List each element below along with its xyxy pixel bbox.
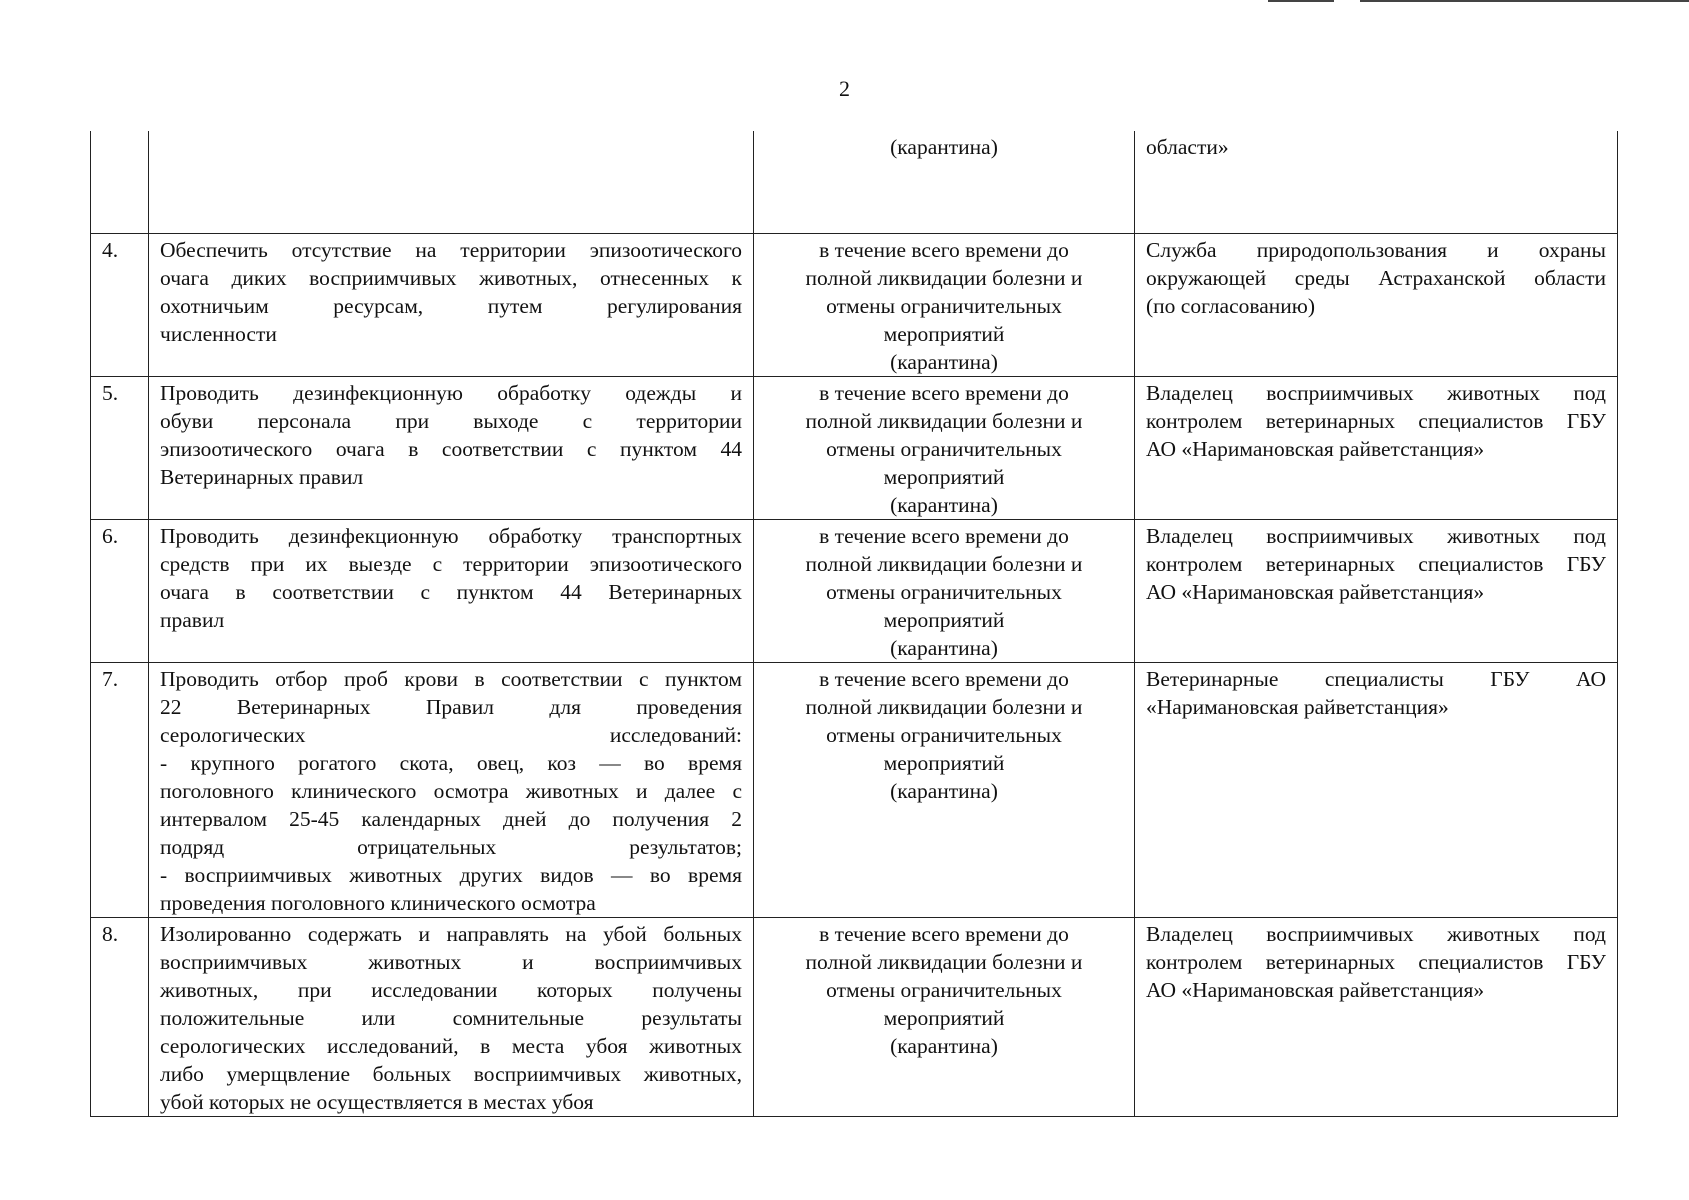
responsible-text-line: Владелец восприимчивых животных под	[1146, 380, 1606, 405]
row-number: 5.	[91, 376, 149, 519]
deadline-text-line: полной ликвидации болезни и	[805, 949, 1083, 974]
deadline-text-line: в течение всего времени до	[819, 380, 1069, 405]
row-number: 6.	[91, 519, 149, 662]
deadline-text-line: мероприятий	[883, 607, 1005, 632]
deadline-text-line: отмены ограничительных	[826, 977, 1062, 1002]
table-row	[91, 131, 1618, 233]
deadline-text-line: отмены ограничительных	[826, 579, 1062, 604]
measure-text-line: проведения поголовного клинического осмотра	[160, 890, 596, 915]
responsible-text-line: контролем ветеринарных специалистов ГБУ	[1146, 551, 1606, 576]
measure-text-line: Ветеринарных правил	[160, 464, 364, 489]
measure-text	[149, 131, 754, 233]
deadline-text-line: мероприятий	[883, 750, 1005, 775]
deadline-text-line: отмены ограничительных	[826, 722, 1062, 747]
deadline-text	[754, 917, 1135, 1116]
deadline-text-line: отмены ограничительных	[826, 436, 1062, 461]
deadline-text-line: отмены ограничительных	[826, 293, 1062, 318]
measure-text-line: Обеспечить отсутствие на территории эпизоотического	[160, 237, 742, 262]
deadline-text	[754, 376, 1135, 519]
measure-text-line: Проводить дезинфекционную обработку транспортных	[160, 523, 742, 548]
scan-edge-mark	[1360, 0, 1689, 2]
responsible-text-line: АО «Наримановская райветстанция»	[1146, 977, 1485, 1002]
responsible-text-line: Владелец восприимчивых животных под	[1146, 921, 1606, 946]
deadline-text-line: (карантина)	[890, 635, 998, 660]
responsible-text-line: «Наримановская райветстанция»	[1146, 694, 1449, 719]
deadline-text	[754, 233, 1135, 376]
measure-text-line: серологических исследований, в места убоя животных	[160, 1033, 742, 1058]
responsible-text-line: АО «Наримановская райветстанция»	[1146, 436, 1485, 461]
table-row	[91, 233, 1618, 376]
row-number: 4.	[91, 233, 149, 376]
deadline-text-line: (карантина)	[890, 778, 998, 803]
measure-text-line: убой которых не осуществляется в местах убоя	[160, 1089, 594, 1114]
deadline-text-line: полной ликвидации болезни и	[805, 694, 1083, 719]
row-number	[91, 131, 149, 233]
measure-text-line: - крупного рогатого скота, овец, коз — во время	[160, 750, 742, 775]
scan-edge-mark	[1268, 0, 1334, 2]
responsible-text-line: контролем ветеринарных специалистов ГБУ	[1146, 949, 1606, 974]
deadline-text-line: мероприятий	[883, 1005, 1005, 1030]
measure-text-line: средств при их выезде с территории эпизоотического	[160, 551, 742, 576]
deadline-text-line: в течение всего времени до	[819, 666, 1069, 691]
responsible-text-line: Владелец восприимчивых животных под	[1146, 523, 1606, 548]
measures-table	[90, 131, 1618, 1117]
table-row	[91, 519, 1618, 662]
responsible-text	[1135, 662, 1618, 917]
table-row	[91, 917, 1618, 1116]
deadline-text-line: полной ликвидации болезни и	[805, 408, 1083, 433]
measure-text-line: численности	[160, 321, 277, 346]
responsible-text	[1135, 233, 1618, 376]
deadline-text-line: мероприятий	[883, 321, 1005, 346]
table-row	[91, 376, 1618, 519]
measure-text-line: подряд отрицательных результатов;	[160, 834, 742, 859]
deadline-text-line: (карантина)	[890, 135, 998, 159]
measure-text	[149, 519, 754, 662]
measure-text-line: охотничьим ресурсам, путем регулирования	[160, 293, 742, 318]
measure-text	[149, 917, 754, 1116]
measure-text-line: положительные или сомнительные результаты	[160, 1005, 742, 1030]
responsible-text-line: области»	[1146, 135, 1229, 159]
responsible-text-line: АО «Наримановская райветстанция»	[1146, 579, 1485, 604]
responsible-text-line: (по согласованию)	[1146, 293, 1316, 318]
measure-text-line: правил	[160, 607, 225, 632]
responsible-text-line: Служба природопользования и охраны	[1146, 237, 1606, 262]
deadline-text-line: в течение всего времени до	[819, 237, 1069, 262]
measure-text-line: - восприимчивых животных других видов — во время	[160, 862, 742, 887]
responsible-text-line: Ветеринарные специалисты ГБУ АО	[1146, 666, 1606, 691]
deadline-text	[754, 131, 1135, 233]
measure-text-line: очага диких восприимчивых животных, отнесенных к	[160, 265, 742, 290]
page-number: 2	[839, 76, 850, 101]
measure-text	[149, 233, 754, 376]
measure-text	[149, 662, 754, 917]
deadline-text-line: в течение всего времени до	[819, 523, 1069, 548]
deadline-text	[754, 519, 1135, 662]
measure-text-line: либо умерщвление больных восприимчивых животных,	[160, 1061, 742, 1086]
deadline-text-line: полной ликвидации болезни и	[805, 265, 1083, 290]
measure-text-line: поголовного клинического осмотра животных и далее с	[160, 778, 742, 803]
measure-text	[149, 376, 754, 519]
measure-text-line: животных, при исследовании которых получены	[160, 977, 742, 1002]
deadline-text	[754, 662, 1135, 917]
measure-text-line: очага в соответствии с пунктом 44 Ветеринарных	[160, 579, 742, 604]
measure-text-line: эпизоотического очага в соответствии с пунктом 44	[160, 436, 742, 461]
measure-text-line: Изолированно содержать и направлять на убой больных	[160, 921, 742, 946]
table-row	[91, 662, 1618, 917]
row-number: 7.	[91, 662, 149, 917]
measure-text-line: серологических исследований:	[160, 722, 742, 747]
responsible-text	[1135, 376, 1618, 519]
deadline-text-line: (карантина)	[890, 1033, 998, 1058]
responsible-text-line: окружающей среды Астраханской области	[1146, 265, 1606, 290]
row-number: 8.	[91, 917, 149, 1116]
deadline-text-line: в течение всего времени до	[819, 921, 1069, 946]
measure-text-line: 22 Ветеринарных Правил для проведения	[160, 694, 742, 719]
deadline-text-line: (карантина)	[890, 349, 998, 374]
responsible-text	[1135, 131, 1618, 233]
responsible-text	[1135, 917, 1618, 1116]
responsible-text	[1135, 519, 1618, 662]
measure-text-line: обуви персонала при выходе с территории	[160, 408, 742, 433]
deadline-text-line: полной ликвидации болезни и	[805, 551, 1083, 576]
responsible-text-line: контролем ветеринарных специалистов ГБУ	[1146, 408, 1606, 433]
measure-text-line: интервалом 25-45 календарных дней до получения 2	[160, 806, 742, 831]
deadline-text-line: (карантина)	[890, 492, 998, 517]
measure-text-line: Проводить дезинфекционную обработку одежды и	[160, 380, 742, 405]
deadline-text-line: мероприятий	[883, 464, 1005, 489]
measure-text-line: восприимчивых животных и восприимчивых	[160, 949, 742, 974]
measure-text-line: Проводить отбор проб крови в соответствии с пунктом	[160, 666, 742, 691]
